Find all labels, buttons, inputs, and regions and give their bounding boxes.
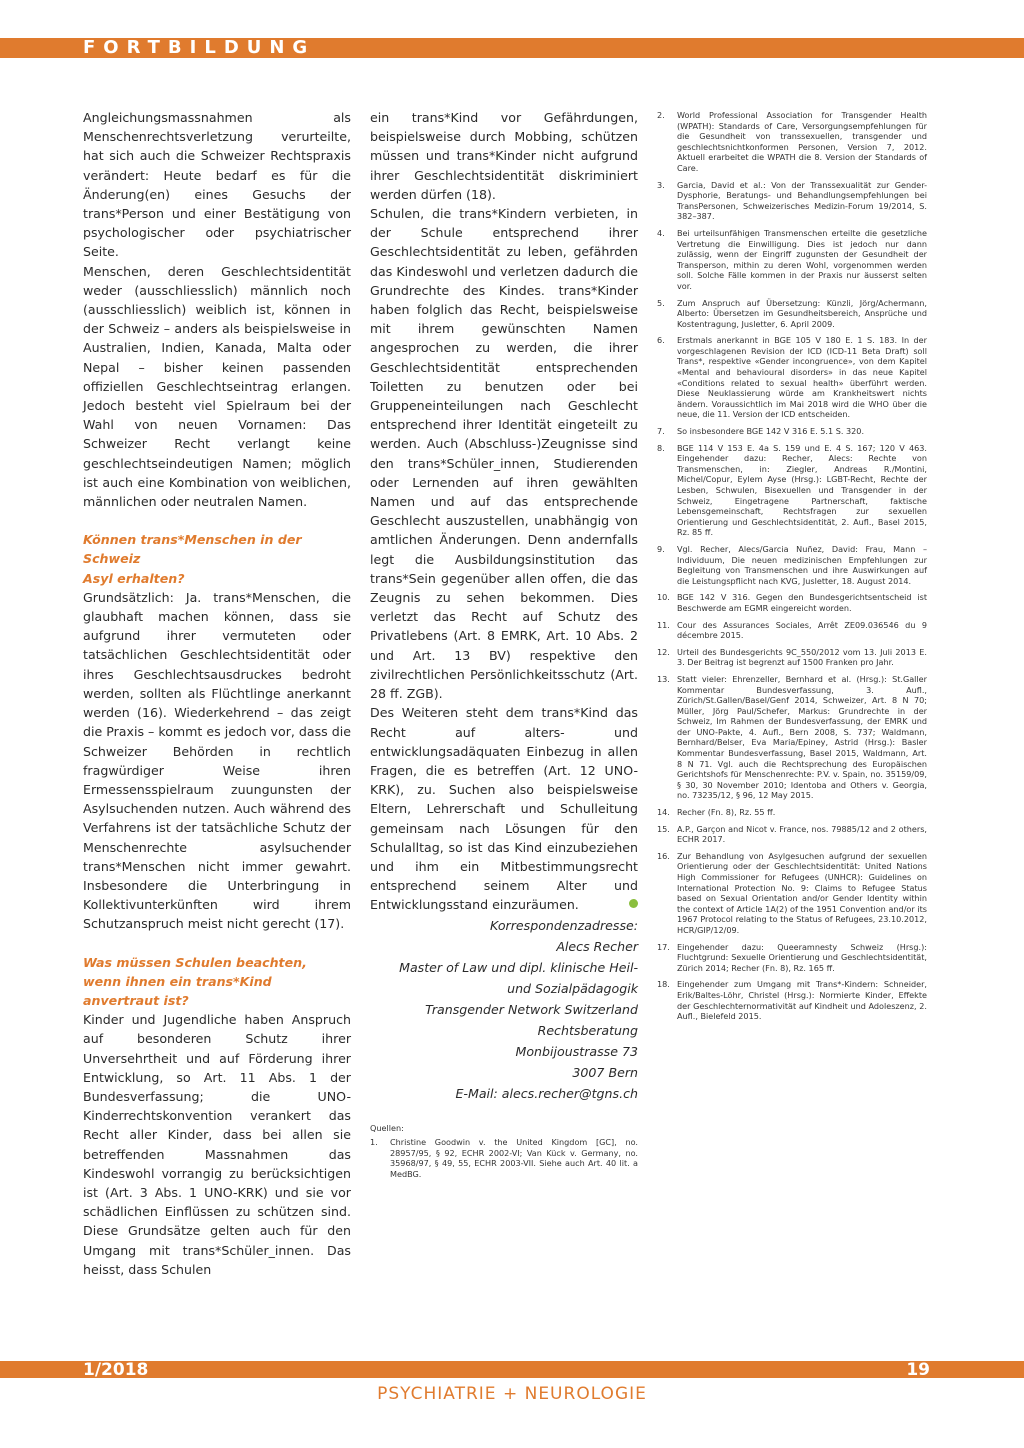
issue-number: 1/2018	[83, 1360, 149, 1380]
footnote	[657, 807, 927, 818]
paragraph: Menschen, deren Geschlechtsidentität weder (ausschliesslich) männlich noch (ausschliesslich) weiblich ist, können in der Schweiz – anders als beispielsweise in Australien, Indien, Kanada, Malta oder Nepal – bisher keinen passenden offiziellen Geschlechtseintrag erlangen. Jedoch besteht viel Spielraum bei der Wahl von neuen Vornamen: Das Schweizer Recht verlangt keine geschlechtseindeutigen Namen; möglich ist auch eine Kombination von weiblichen, männlichen oder neutralen Namen.	[83, 263, 351, 510]
footnote-number: 13.	[657, 673, 670, 684]
footnote-text: Statt vieler: Ehrenzeller, Bernhard et al. (Hrsg.): St.Galler Kommentar Bundesverfassung, 3. Aufl., Zürich/St.Gallen/Basel/Genf 2014, Schweizer, Art. 8 N 70; Müller, Jörg Paul/Schefer, Markus: Grundrechte in der Schweiz, Im Rahmen der Bundesverfassung, der EMRK und der UNO-Pakte, 4. Aufl., Bern 2008, S. 737; Waldmann, Bernhard/Belser, Eva Maria/Epiney, Astrid (Hrsg.): Basler Kommentar Bundesverfassung, Basel 2015, Waldmann, Art. 8 N 71. Vgl. auch die Rechtsprechung des Europäischen Gerichtshofs für Menschenrechte: P.V. v. Spain, no. 35159/09, § 30, 30 November 2010; Identoba and Others v. Georgia, no. 73235/12, § 96, 12 May 2015.	[677, 673, 927, 801]
footnote-number: 11.	[657, 619, 670, 630]
footnote-number: 8.	[657, 442, 665, 453]
footnote	[657, 674, 927, 801]
paragraph: Des Weiteren steht dem trans*Kind das Recht auf alters- und entwicklungsadäquaten Einbezug in allen Fragen, die es betreffen (Art. 12 UNO-KRK), zu. Suchen also beispielsweise Eltern, Lehrerschaft und Schulleitung gemeinsam nach Lösungen für den Schulalltag, so ist das Kind einzubeziehen und ihm ein Mitbestimmungsrecht entsprechend seinem Alter und Entwicklungsstand einzuräumen.	[370, 705, 638, 913]
footnote-number: 12.	[657, 646, 670, 657]
footer-bar	[0, 1361, 1024, 1378]
address-line: Master of Law und dipl. klinische Heil-	[399, 959, 638, 975]
footnote-text: Erstmals anerkannt in BGE 105 V 180 E. 1 S. 183. In der vorgeschlagenen Revision der ICD (ICD-11 Beta Draft) soll Trans*, respektive «Gender incongruence», von dem Kapitel «Mental and behavioural disorders» in das neue Kapitel «Conditions related to sexual health» überführt werden. Diese Neuklassierung würde am Krankheitswert nichts ändern. Voraussichtlich im Mai 2018 wird die WHO über die neue, die 11. Version der ICD entscheiden.	[677, 335, 927, 420]
article-end-dot-icon	[629, 899, 638, 908]
section-label: FORTBILDUNG	[83, 37, 316, 58]
footnote-text: Zur Behandlung von Asylgesuchen aufgrund der sexuellen Orientierung oder der Geschlechtsidentität: United Nations High Commissioner for Refugees (UNHCR): Guidelines on International Protection No. 9: Claims to Refugee Status based on Sexual Orientation and/or Gender Identity within the context of Article 1A(2) of the 1951 Convention and/or its 1967 Protocol relating to the Status of Refugees, 23.10.2012, HCR/GIP/12/09.	[677, 850, 927, 935]
footnote-number: 17.	[657, 941, 670, 952]
footnote-number: 2.	[657, 110, 665, 120]
sources-title: Quellen:	[370, 1122, 404, 1133]
email-link[interactable]: E-Mail: alecs.recher@tgns.ch	[455, 1085, 638, 1101]
footnote-text: Vgl. Recher, Alecs/Garcia Nuñez, David: Frau, Mann – Individuum, Die neuen medizinischen Empfehlungen zur Begleitung von Transmenschen und ihre Auswirkungen auf die Leistungspflicht nach KVG, Jusletter, 18. August 2014.	[677, 543, 927, 586]
article-column-2	[370, 108, 638, 1186]
footnote-text: BGE 114 V 153 E. 4a S. 159 und E. 4 S. 167; 120 V 463. Eingehender dazu: Recher, Alecs: Rechte von Transmenschen, in: Ziegler, Andreas R./Montini, Michel/Copur, Eylem Ayse (Hrsg.): LGBT-Recht, Rechte der Lesben, Schwulen, Bisexuellen und Transgender in der Schweiz, Eingetragene Partnerschaft, faktische Lebensgemeinschaft, Rechtsfragen zur sexuellen Orientierung und Geschlechtsidentität, 2. Aufl., Basel 2015, Rz. 85 ff.	[677, 442, 927, 538]
footnote-number: 3.	[657, 179, 665, 190]
footnote-number: 9.	[657, 543, 665, 554]
footnote	[657, 942, 927, 974]
footnote	[657, 851, 927, 936]
footnote	[657, 979, 927, 1021]
footnote-number: 6.	[657, 335, 665, 346]
footnote-text: Eingehender zum Umgang mit Trans*-Kindern: Schneider, Erik/Baltes-Löhr, Christel (Hrsg.): Normierte Kinder, Effekte der Geschlechternormativität auf Kindheit und Adoleszenz, 2. Aufl., Bielefeld 2015.	[677, 979, 927, 1022]
footnote-number: 15.	[657, 823, 670, 834]
paragraph: ein trans*Kind vor Gefährdungen, beispielsweise durch Mobbing, schützen müssen und trans*Kinder nicht aufgrund ihrer Geschlechtsidentität diskriminiert werden dürfen (18).	[370, 110, 638, 202]
footnote-text: Garcia, David et al.: Von der Transsexualität zur Gender-Dysphorie, Beratungs- und Behandlungsempfehlungen bei TransPersonen, Schweizerisches Medizin-Forum 19/2014, S. 382–387.	[677, 179, 927, 222]
footnote	[657, 647, 927, 668]
page-number: 19	[906, 1360, 930, 1380]
journal-title: PSYCHIATRIE + NEUROLOGIE	[377, 1384, 647, 1404]
section-header-bar	[0, 38, 1024, 58]
footnote	[657, 824, 927, 845]
sources	[370, 1123, 638, 1180]
address-line: Alecs Recher	[556, 938, 638, 954]
address-line: und Sozialpädagogik	[507, 980, 638, 996]
footnote	[370, 1137, 638, 1179]
footnote	[657, 298, 927, 330]
footnote	[657, 110, 927, 174]
footnote-number: 5.	[657, 297, 665, 308]
footnote	[657, 228, 927, 292]
footnote-text: BGE 142 V 316. Gegen den Bundesgerichtsentscheid ist Beschwerde am EGMR eingereicht worden.	[677, 592, 927, 613]
paragraph: Kinder und Jugendliche haben Anspruch auf besonderen Schutz ihrer Unversehrtheit und auf Förderung ihrer Entwicklung, so Art. 11 Abs. 1 der Bundesverfassung; die UNO-Kinderrechtskonvention verankert das Recht aller Kinder, dass bei allen sie betreffenden Massnahmen das Kindeswohl vorrangig zu berücksichtigen ist (Art. 3 Abs. 1 UNO-KRK) und sie vor schädlichen Einflüssen zu schützen sind. Diese Grundsätze gelten auch für den Umgang mit trans*Schüler_innen. Das heisst, dass Schulen	[83, 1012, 351, 1277]
footnote-number: 16.	[657, 850, 670, 861]
footnote-text: Recher (Fn. 8), Rz. 55 ff.	[677, 807, 776, 818]
footnote-number: 10.	[657, 592, 670, 603]
subheading-asylum: Können trans*Menschen in der Schweiz Asyl erhalten?	[83, 532, 302, 586]
footnote	[657, 426, 927, 437]
footnote	[657, 443, 927, 538]
footnote-text: Cour des Assurances Sociales, Arrêt ZE09.036546 du 9 décembre 2015.	[677, 619, 927, 641]
footnote-text: Zum Anspruch auf Übersetzung: Künzli, Jörg/Achermann, Alberto: Übersetzen im Gesundheitsbereich, Ansprüche und Kostentragung, Jusletter, 6. April 2009.	[677, 297, 927, 329]
address-line: Transgender Network Switzerland	[425, 1001, 638, 1017]
footnote-number: 1.	[370, 1137, 378, 1148]
footnote-number: 7.	[657, 426, 665, 437]
footnote-text: Christine Goodwin v. the United Kingdom [GC], no. 28957/95, § 92, ECHR 2002-VI; Van Kück v. Germany, no. 35968/97, § 49, 55, ECHR 2003-VII. Siehe auch Art. 40 lit. a MedBG.	[390, 1137, 638, 1179]
footnote	[657, 592, 927, 613]
footnote	[657, 335, 927, 420]
address-line: Korrespondenzadresse:	[490, 917, 638, 933]
footnote-text: Eingehender dazu: Queeramnesty Schweiz (Hrsg.): Fluchtgrund: Sexuelle Orientierung und Geschlechtsidentität, Zürich 2014; Recher (Fn. 8), Rz. 165 ff.	[677, 941, 927, 973]
article-column-1	[83, 108, 351, 1279]
paragraph: Angleichungsmassnahmen als Menschenrechtsverletzung verurteilte, hat sich auch die Schweizer Rechtspraxis verändert: Heute bedarf es für die Änderung(en) eines Gesuchs der trans*Person und einer Bestätigung von psychologischer oder psychiatrischer Seite.	[83, 110, 351, 260]
footnote-text: Bei urteilsunfähigen Transmenschen erteilte die gesetzliche Vertretung die Einwilligung. Dies ist jedoch nur dann zulässig, wenn der Eingriff zugunsten der Gesundheit der Transperson, mithin zu deren Wohl, vorgenommen werden soll. Solche Fälle kommen in der Praxis nur äusserst selten vor.	[677, 227, 927, 291]
paragraph: Schulen, die trans*Kindern verbieten, in der Schule entsprechend ihrer Geschlechtsidentität zu leben, gefährden das Kindeswohl und verletzen dadurch die Grundrechte des Kindes. trans*Kinder haben folglich das Recht, beispielsweise mit ihrem gewünschten Namen angesprochen zu werden, die ihrer Geschlechtsidentität entsprechenden Toiletten zu benutzen oder bei Gruppeneinteilungen nach Geschlecht entsprechend ihrer Identität eingeteilt zu werden. Auch (Abschluss-)Zeugnisse sind den trans*Schüler_innen, Studierenden oder Lernenden auf ihren gewählten Namen und auf das entsprechende Geschlecht auszustellen, unabhängig von amtlichen Änderungen. Denn andernfalls legt die Ausbildungsinstitution das trans*Sein gegenüber allen offen, die das Zeugnis zu sehen bekommen. Dies verletzt das Recht auf Schutz des Privatlebens (Art. 8 EMRK, Art. 10 Abs. 2 und Art. 13 BV) respektive den zivilrechtlichen Persönlichkeitsschutz (Art. 28 ff. ZGB).	[370, 206, 638, 702]
footnote-number: 14.	[657, 807, 670, 818]
footnote	[657, 180, 927, 222]
footnote-number: 18.	[657, 979, 670, 990]
footnote	[657, 544, 927, 586]
footnote-text: Urteil des Bundesgerichts 9C_550/2012 vom 13. Juli 2013 E. 3. Der Beitrag ist begrenzt auf 1500 Franken pro Jahr.	[677, 646, 927, 668]
address-line: 3007 Bern	[572, 1064, 638, 1080]
subheading-schools: Was müssen Schulen beachten, wenn ihnen ein trans*Kind anvertraut ist?	[83, 954, 307, 1008]
footnote-text: World Professional Association for Transgender Health (WPATH): Standards of Care, Versorgungsempfehlungen für die Gesundheit von transsexuellen, transgender und geschlechtsnichtkonformen Personen, Version 7, 2012. Aktuell erarbeitet die WPATH die 8. Version der Standards of Care.	[677, 110, 927, 173]
footnote-number: 4.	[657, 227, 665, 238]
address-line: Monbijoustrasse 73	[515, 1043, 638, 1059]
correspondence-address	[370, 915, 638, 1104]
footnote-text: A.P., Garçon and Nicot v. France, nos. 79885/12 and 2 others, ECHR 2017.	[677, 823, 927, 845]
footnote-text: So insbesondere BGE 142 V 316 E. 5.1 S. 320.	[677, 426, 865, 437]
address-line: Rechtsberatung	[537, 1022, 638, 1038]
footnotes-column	[657, 110, 927, 1028]
footnote	[657, 620, 927, 641]
paragraph: Grundsätzlich: Ja. trans*Menschen, die glaubhaft machen können, dass sie aufgrund ihrer vermuteten oder tatsächlichen Geschlechtsidentität oder ihres Geschlechtsausdruckes bedroht werden, sollten als Flüchtlinge anerkannt werden (16). Wiederkehrend – das zeigt die Praxis – kommt es jedoch vor, dass die Schweizer Behörden in rechtlich fragwürdiger Weise ihren Ermessensspielraum zuungunsten der Asylsuchenden nutzen. Auch während des Verfahrens ist der tatsächliche Schutz der Menschenrechte asylsuchender trans*Menschen nicht immer gewahrt. Insbesondere die Unterbringung in Kollektivunterkünften wird ihrem Schutzanspruch meist nicht gerecht (17).	[83, 589, 351, 932]
